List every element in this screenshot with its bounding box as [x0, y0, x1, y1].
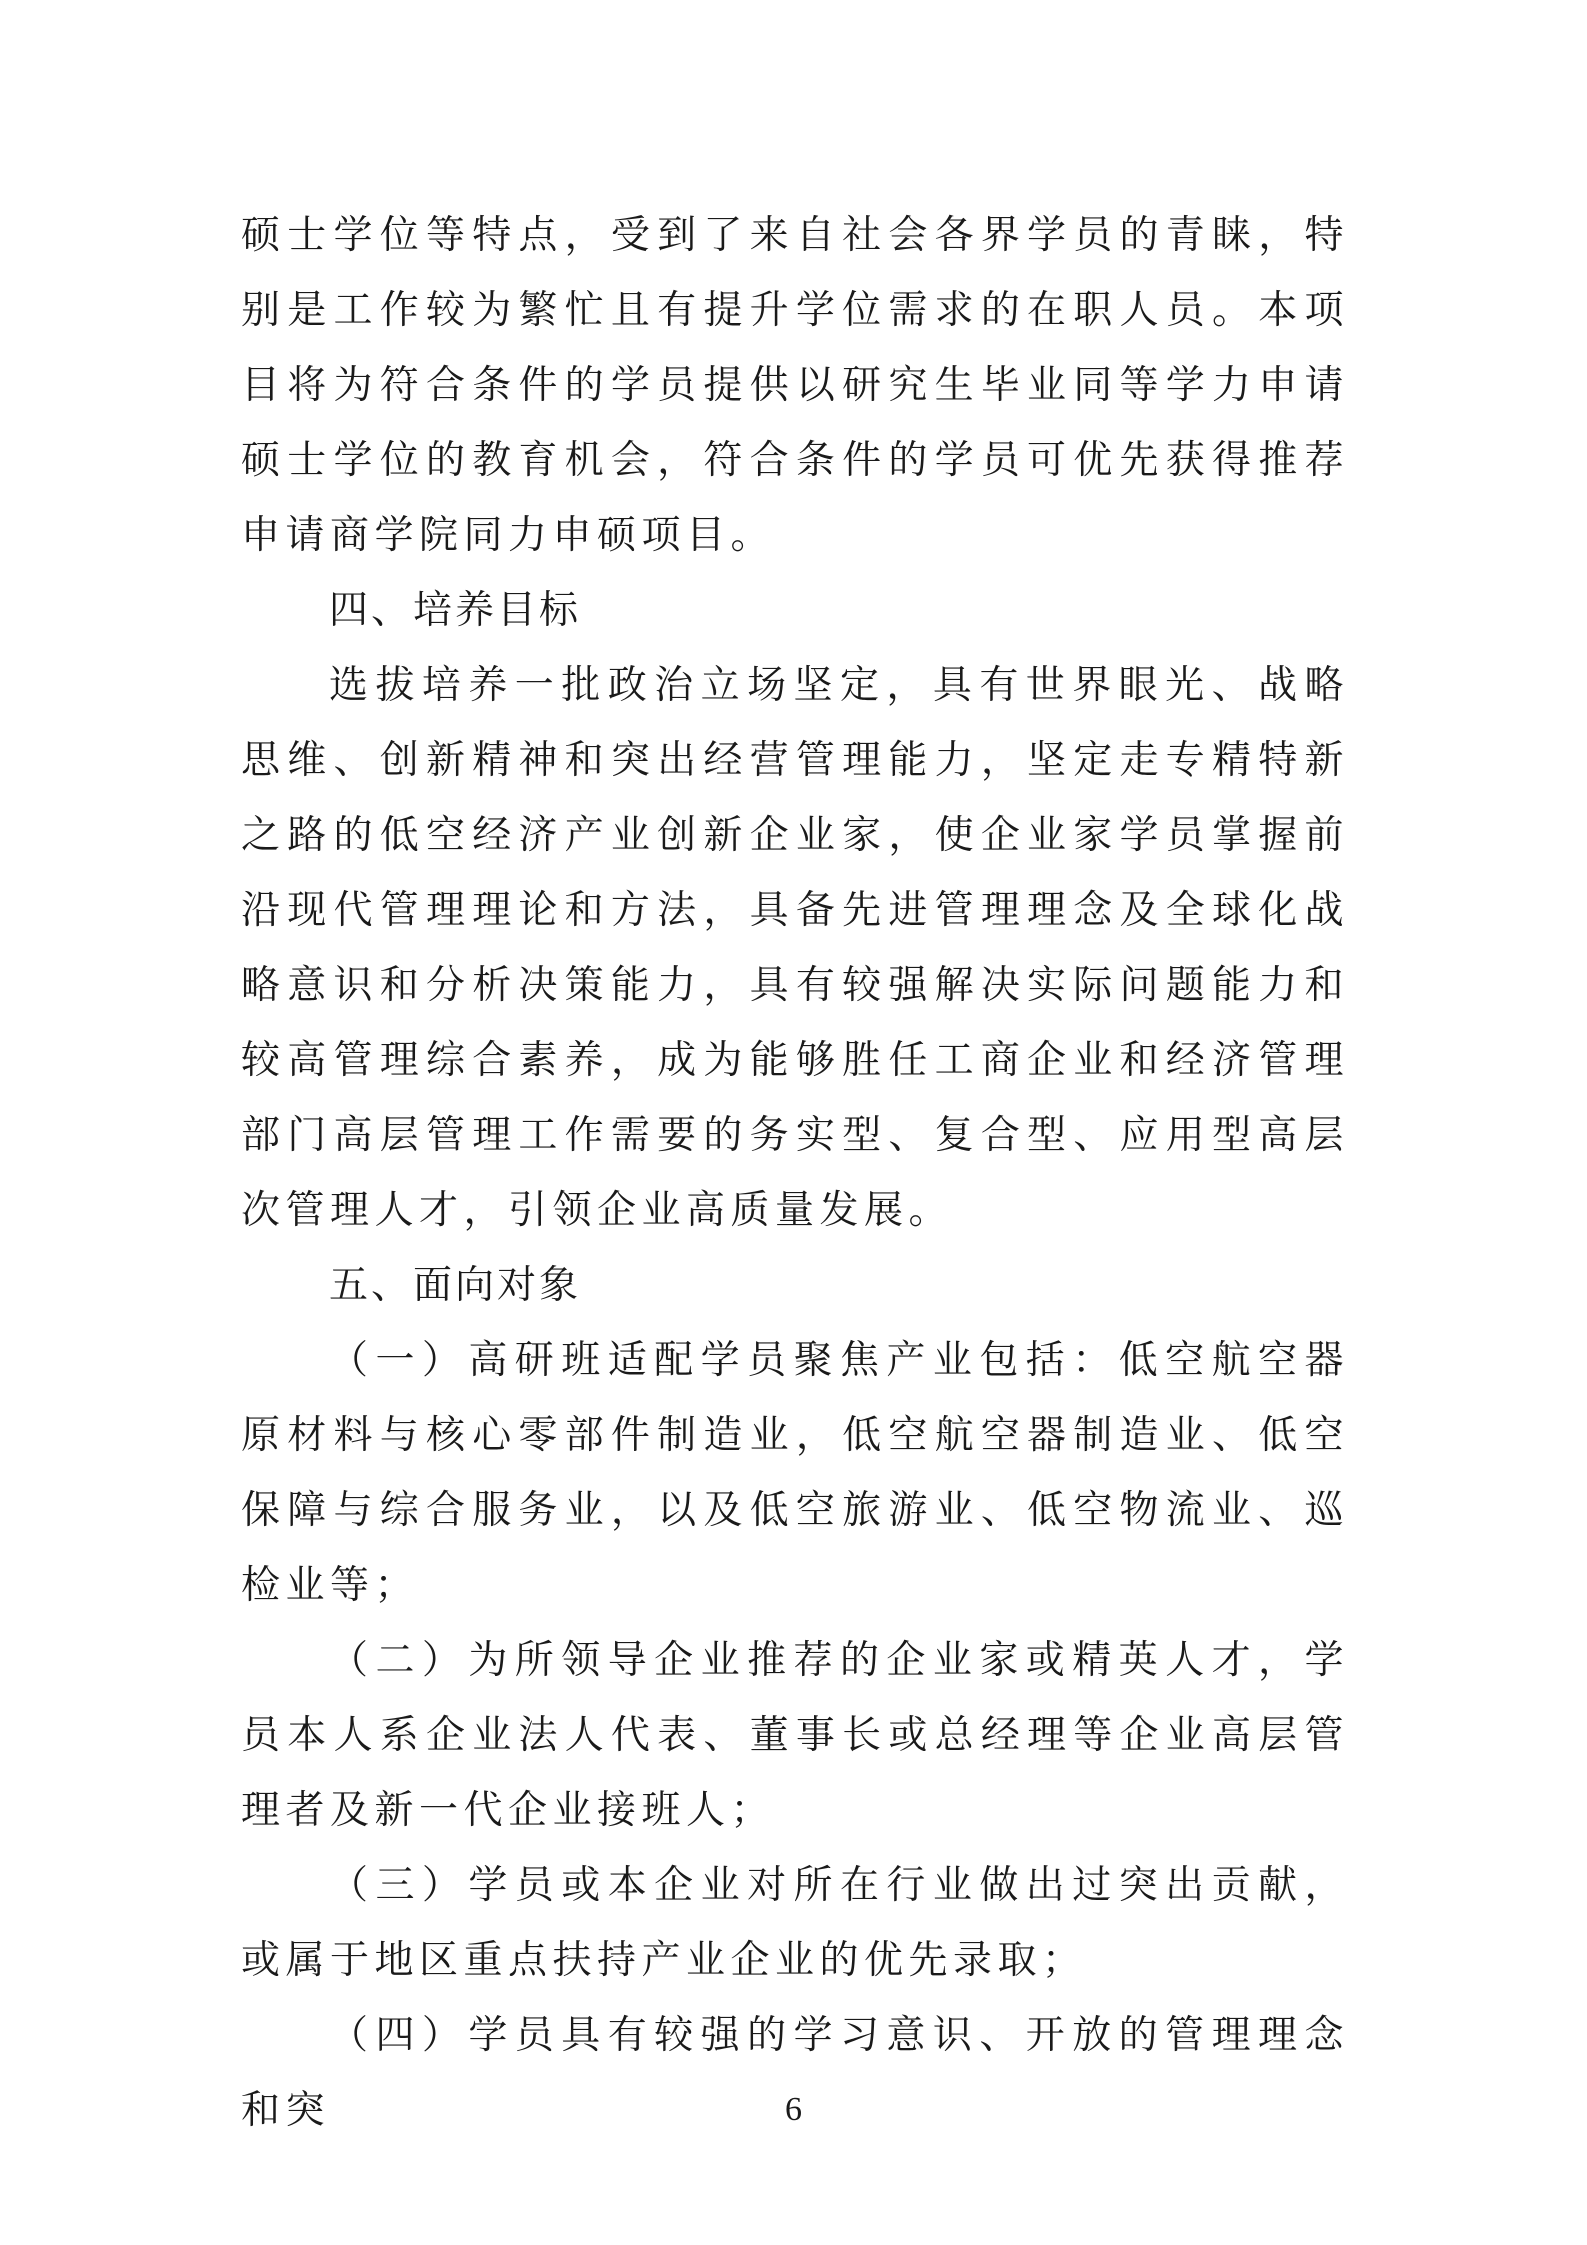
paragraph-audience-item-4: （四）学员具有较强的学习意识、开放的管理理念和突 [241, 2013, 1349, 2133]
page-body [241, 198, 1349, 2148]
paragraph-degree-intro: 硕士学位等特点，受到了来自社会各界学员的青睐，特别是工作较为繁忙且有提升学位需求的在职人员。本项目将为符合条件的学员提供以研究生毕业同等学力申请硕士学位的教育机会，符合条件的学员可优先获得推荐申请商学院同力申硕项目。 [241, 213, 1349, 558]
paragraph-audience-item-1: （一）高研班适配学员聚焦产业包括：低空航空器原材料与核心零部件制造业，低空航空器制造业、低空保障与综合服务业，以及低空旅游业、低空物流业、巡检业等； [241, 1338, 1349, 1608]
page-number: 6 [785, 2091, 802, 2128]
paragraph-audience-item-3: （三）学员或本企业对所在行业做出过突出贡献，或属于地区重点扶持产业企业的优先录取； [241, 1863, 1349, 1983]
paragraph-audience-item-2: （二）为所领导企业推荐的企业家或精英人才，学员本人系企业法人代表、董事长或总经理等企业高层管理者及新一代企业接班人； [241, 1638, 1349, 1833]
paragraph-training-goals: 选拔培养一批政治立场坚定，具有世界眼光、战略思维、创新精神和突出经营管理能力，坚定走专精特新之路的低空经济产业创新企业家，使企业家学员掌握前沿现代管理理论和方法，具备先进管理理念及全球化战略意识和分析决策能力，具有较强解决实际问题能力和较高管理综合素养，成为能够胜任工商企业和经济管理部门高层管理工作需要的务实型、复合型、应用型高层次管理人才，引领企业高质量发展。 [241, 663, 1349, 1233]
section-heading-training-goals: 四、培养目标 [329, 588, 582, 633]
section-heading-target-audience: 五、面向对象 [329, 1263, 582, 1308]
